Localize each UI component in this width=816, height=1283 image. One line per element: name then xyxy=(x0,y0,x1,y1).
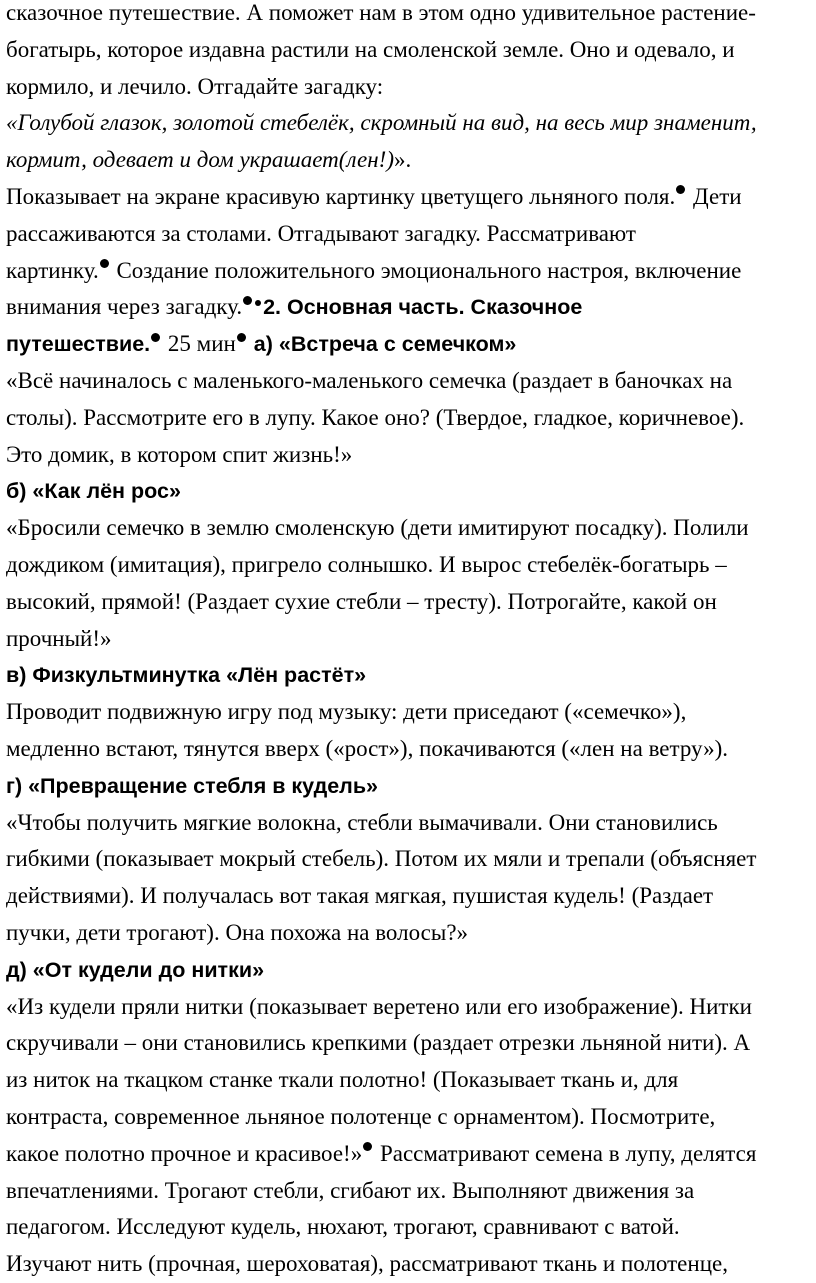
teacher-quote-end: какое полотно прочное и красивое!» xyxy=(6,1140,363,1166)
text-line: Изучают нить (прочная, шероховатая), рассматривают ткань и полотенце, xyxy=(6,1251,728,1277)
text-line: медленно встают, тянутся вверх («рост»), покачиваются («лен на ветру»). xyxy=(6,735,729,761)
text-line: богатырь, которое издавна растили на смоленской земле. Оно и одевало, и xyxy=(6,36,735,62)
text-line: контраста, современное льняное полотенце с орнаментом). Посмотрите, xyxy=(6,1103,716,1129)
text-line: педагогом. Исследуют кудель, нюхают, трогают, сравнивают с ватой. xyxy=(6,1214,680,1240)
text-line: сказочное путешествие. А поможет нам в этом одно удивительное растение- xyxy=(6,0,756,25)
children-action: Рассматривают семена в лупу, делятся xyxy=(374,1140,757,1166)
duration: 25 мин xyxy=(162,331,236,357)
riddle-close: ». xyxy=(394,147,412,173)
text-line xyxy=(6,326,808,363)
bullet-icon xyxy=(243,296,252,305)
bullet-icon xyxy=(676,185,685,194)
bullet-small-icon xyxy=(255,300,261,306)
text-line: «Из кудели пряли нитки (показывает веретено или его изображение). Нитки xyxy=(6,993,752,1019)
bullet-icon xyxy=(237,333,246,342)
text-line xyxy=(6,1136,808,1173)
section-heading: 2. Основная часть. Сказочное xyxy=(263,295,583,320)
section-heading-end: путешествие. xyxy=(6,332,151,357)
bullet-icon xyxy=(363,1142,372,1151)
subsection-heading-d: г) «Превращение стебля в кудель» xyxy=(6,773,379,798)
text-line xyxy=(6,179,808,216)
text-line: Проводит подвижную игру под музыку: дети приседают («семечко»), xyxy=(6,699,687,725)
text-line xyxy=(6,289,808,326)
text-line: «Бросили семечко в землю смоленскую (дети имитируют посадку). Полили xyxy=(6,515,749,541)
goal-text: Создание положительного эмоционального настроя, включение xyxy=(110,257,742,283)
text-line: рассаживаются за столами. Отгадывают загадку. Рассматривают xyxy=(6,220,636,246)
text-line xyxy=(6,253,808,290)
teacher-action: Показывает на экране красивую картинку цветущего льняного поля. xyxy=(6,183,676,209)
riddle-line xyxy=(6,142,808,179)
text-line: «Чтобы получить мягкие волокна, стебли вымачивали. Они становились xyxy=(6,809,718,835)
text-line: гибкими (показывает мокрый стебель). Потом их мяли и трепали (объясняет xyxy=(6,846,757,872)
text-line: прочный!» xyxy=(6,625,112,651)
text-line: пучки, дети трогают). Она похожа на волосы?» xyxy=(6,919,469,945)
text-line: столы). Рассмотрите его в лупу. Какое оно? (Твердое, гладкое, коричневое). xyxy=(6,404,745,430)
text-line: «Всё начиналось с маленького-маленького семечка (раздает в баночках на xyxy=(6,367,733,393)
text-line: впечатлениями. Трогают стебли, сгибают их. Выполняют движения за xyxy=(6,1177,695,1203)
text-line: из ниток на ткацком станке ткали полотно! (Показывает ткань и, для xyxy=(6,1067,679,1093)
children-action: Дети xyxy=(687,183,742,209)
text-line: кормило, и лечило. Отгадайте загадку: xyxy=(6,73,384,99)
text-line: дождиком (имитация), пригрело солнышко. И вырос стебелёк-богатырь – xyxy=(6,551,727,577)
text-line: Это домик, в котором спит жизнь!» xyxy=(6,441,353,467)
goal-text-end: внимания через загадку. xyxy=(6,294,243,320)
riddle-line: «Голубой глазок, золотой стебелёк, скромный на вид, на весь мир знаменит, xyxy=(6,110,757,136)
text-line: высокий, прямой! (Раздает сухие стебли – тресту). Потрогайте, какой он xyxy=(6,588,717,614)
subsection-heading-b: б) «Как лён рос» xyxy=(6,479,181,504)
text-line: действиями). И получалась вот такая мягкая, пушистая кудель! (Раздает xyxy=(6,883,714,909)
bullet-icon xyxy=(100,259,109,268)
subsection-heading-e: д) «От кудели до нитки» xyxy=(6,957,265,982)
riddle-text: кормит, одевает и дом украшает(лен!) xyxy=(6,147,394,173)
children-action-end: картинку. xyxy=(6,257,99,283)
subsection-heading-c: в) Физкультминутка «Лён растёт» xyxy=(6,663,367,688)
text-line: скручивали – они становились крепкими (раздает отрезки льняной нити). А xyxy=(6,1030,751,1056)
subsection-heading-a: а) «Встреча с семечком» xyxy=(247,332,517,357)
bullet-icon xyxy=(151,333,160,342)
